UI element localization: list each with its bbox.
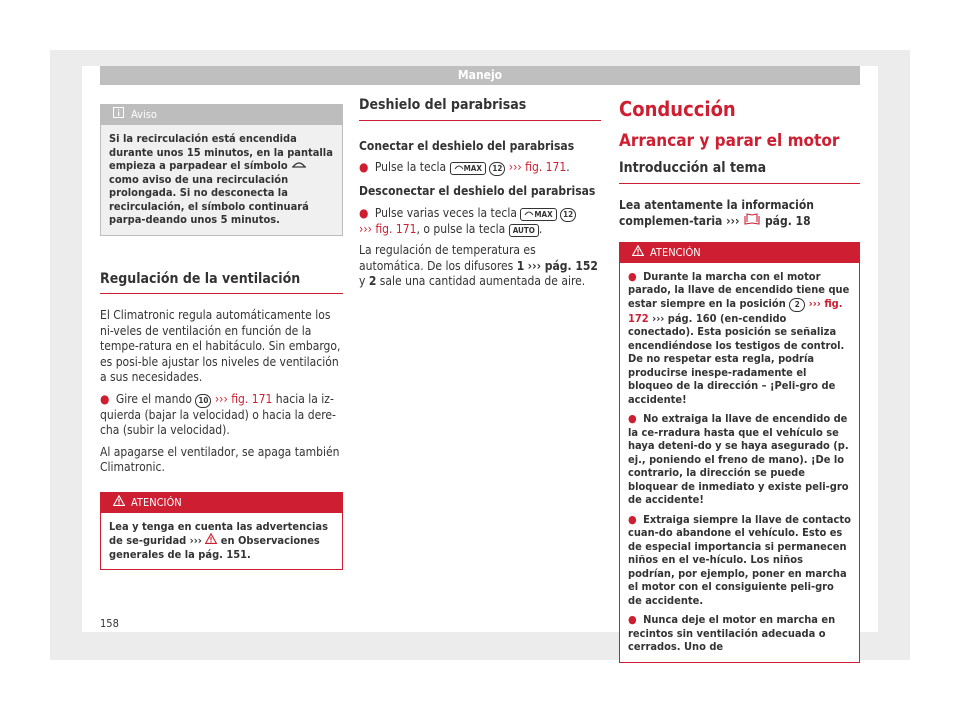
atencion-bullet-2-text: No extraiga la llave de encendido de la ce-rradura hasta que el vehículo se haya deteni-do y se haya asegurado (p. ej., poniendo el freno de mano). ¡De lo contrario, la dirección se puede bloquear de inmediato y existe peli-gro de accidente! xyxy=(628,412,849,506)
warning-icon xyxy=(113,493,125,513)
atencion-bullet-1-text-b: (en-cendido conectado). Esta posición se señaliza encendiéndose los testigos de control. De no respetar esta regla, podría producirse inespe-radamente el bloqueo de la dirección – ¡Peli-gro de accidente! xyxy=(628,311,845,406)
bullet-desconectar: ● Pulse varias veces la tecla MAX 12 ››› fig. 171, o pulse la tecla AUTO . xyxy=(359,206,601,238)
callout-number: 12 xyxy=(489,162,505,176)
info-icon xyxy=(113,105,125,125)
aviso-box-header xyxy=(101,105,342,125)
subheading-desconectar: Desconectar el deshielo del parabrisas xyxy=(359,184,596,198)
page-header: Manejo xyxy=(100,66,860,85)
atencion-bullet-4 xyxy=(628,613,851,654)
bullet-mando xyxy=(100,392,343,439)
atencion-bullet-4-text: Nunca deje el motor en marcha en recintos sin ventilación adecuada o cerrados. Uno de xyxy=(628,613,836,653)
chapter-title: Conducción xyxy=(619,97,736,121)
atencion-text xyxy=(620,263,859,662)
defrost-max-key-label: MAX xyxy=(534,209,553,219)
difusor-2: 2 xyxy=(368,274,377,288)
difusores-text-b: sale una cantidad aumentada de aire. xyxy=(379,274,586,288)
difusores-and: y xyxy=(359,274,366,288)
aviso-text-a: Si la recirculación está encendida durante unos 15 minutos, en la pantalla empieza a parpadear el símbolo xyxy=(109,132,333,172)
auto-key: AUTO xyxy=(509,224,539,237)
figure-link[interactable]: ››› fig. 171 xyxy=(359,221,417,236)
atencion-box-header xyxy=(101,493,342,513)
atencion-bullet-2 xyxy=(628,412,851,507)
paragraph-ventilacion-3: Al apagarse el ventilador, se apaga también Climatronic. xyxy=(100,444,340,474)
difusor-1: 1 xyxy=(516,258,525,273)
column-right xyxy=(619,98,860,687)
warning-icon xyxy=(632,243,644,263)
paragraph-ventilacion-1: El Climatronic regula automáticamente los ni-veles de ventilación en función de la tempe-ratura en el habitáculo. Sin embargo, es posi-ble ajustar los niveles de ventilación a sus necesidades. xyxy=(100,308,341,384)
bullet-icon: ● xyxy=(628,613,637,626)
atencion-bullet-1-text-a: Durante la marcha con el motor parado, la llave de encendido tiene que estar siempre en la posición xyxy=(628,269,850,310)
bullet-icon: ● xyxy=(359,205,369,220)
difusores-text-a: La regulación de temperatura es automática. De los difusores xyxy=(359,243,536,273)
atencion-title: ATENCIÓN xyxy=(650,245,701,259)
bullet-icon: ● xyxy=(359,160,369,174)
section-title-deshielo: Deshielo del parabrisas xyxy=(359,98,601,121)
aviso-text-b: como aviso de una recirculación prolongada. Si no desconecta la recirculación, el símbolo continuará parpa-deando unos 5 minutos. xyxy=(109,172,309,226)
subheading-conectar: Conectar el deshielo del parabrisas xyxy=(359,138,575,153)
paragraph-difusores xyxy=(359,243,601,290)
bullet-icon: ● xyxy=(628,269,637,283)
book-icon xyxy=(743,214,761,228)
page-link[interactable]: ››› pág. 152 xyxy=(527,258,598,273)
page-link[interactable]: ››› pág. 160 xyxy=(652,311,717,325)
bullet-conectar: ● Pulse la tecla MAX 12 ››› fig. 171. xyxy=(359,160,570,174)
bullet-conectar-text: Pulse la tecla xyxy=(374,160,447,174)
bullet-icon: ● xyxy=(628,512,637,526)
aviso-title: Aviso xyxy=(131,108,157,121)
defrost-max-key-label: MAX xyxy=(463,164,482,173)
atencion-text xyxy=(101,513,342,570)
figure-link[interactable]: ››› fig. 172 xyxy=(628,296,843,325)
bullet-desconectar-text-a: Pulse varias veces la tecla xyxy=(374,205,517,220)
bullet-mando-text-a: Gire el mando xyxy=(115,391,192,406)
aviso-box xyxy=(100,104,343,236)
callout-number: 10 xyxy=(195,394,211,408)
figure-link[interactable]: ››› fig. 171 xyxy=(214,391,273,406)
warning-inline-icon xyxy=(205,534,217,547)
column-middle xyxy=(359,98,601,296)
intro-text-a: Lea atentamente la información complemen-taria ››› xyxy=(619,197,814,228)
atencion-title: ATENCIÓN xyxy=(131,495,182,509)
page-number: 158 xyxy=(100,617,119,630)
atencion-box-right xyxy=(619,242,860,663)
callout-number: 2 xyxy=(789,298,805,312)
aviso-text xyxy=(101,125,342,235)
bullet-mando-text-b: hacia la iz-quierda (bajar la velocidad) o hacia la dere-cha (subir la velocidad). xyxy=(100,391,336,437)
callout-number: 12 xyxy=(560,208,576,222)
atencion-text-b: en Observaciones generales de la pág. 151. xyxy=(109,534,320,561)
section-heading: Arrancar y parar el motor xyxy=(619,130,840,151)
bullet-icon: ● xyxy=(628,412,637,425)
atencion-box-header xyxy=(620,243,859,263)
intro-text xyxy=(619,198,860,230)
defrost-max-key xyxy=(450,162,486,175)
atencion-bullet-3-text: Extraiga siempre la llave de contacto cuan-do abandone el vehículo. Esto es de especial importancia si permanecen niños en el ve-hículo. Los niños podrían, por ejemplo, poner en marcha el motor con el consiguiente peli-gro de accidente. xyxy=(628,512,851,607)
atencion-box-left xyxy=(100,492,343,571)
atencion-text-a: Lea y tenga en cuenta las advertencias de se-guridad ››› xyxy=(109,519,328,547)
figure-link[interactable]: ››› fig. 171 xyxy=(508,160,567,174)
page-link[interactable]: pág. 18 xyxy=(764,214,811,228)
atencion-bullet-3 xyxy=(628,513,851,608)
defrost-max-key xyxy=(520,208,556,221)
atencion-bullet-1 xyxy=(628,270,851,407)
bullet-desconectar-text-b: , o pulse la tecla xyxy=(416,221,506,236)
recirculation-icon xyxy=(291,159,307,172)
section-title-introduccion: Introducción al tema xyxy=(619,161,860,184)
section-title-ventilacion: Regulación de la ventilación xyxy=(100,272,343,295)
column-left xyxy=(100,98,343,594)
bullet-icon: ● xyxy=(100,391,110,406)
